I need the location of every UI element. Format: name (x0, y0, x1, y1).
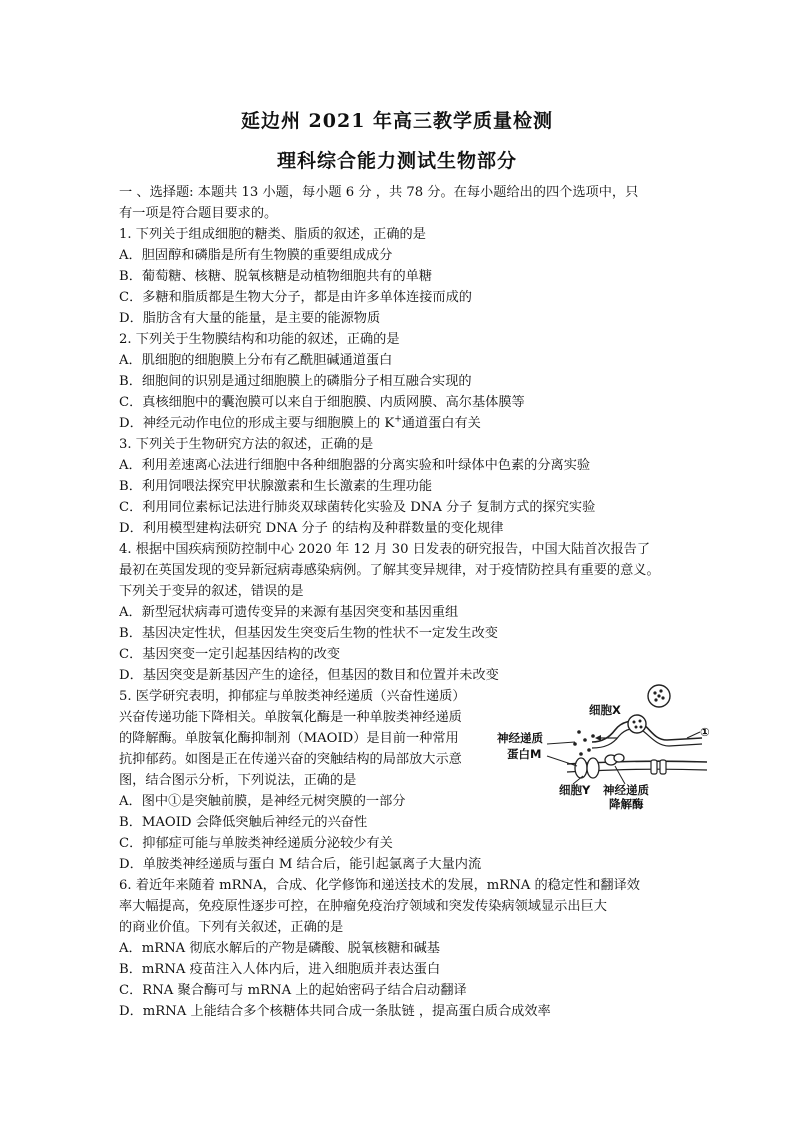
question-2-option-d (119, 413, 685, 434)
question-1-option-d: D．脂肪含有大量的能量，是主要的能源物质 (119, 311, 381, 326)
question-3-option-c: C．利用同位素标记法进行肺炎双球菌转化实验及 DNA 分子 复制方式的探究实验 (119, 500, 596, 515)
question-5-stem-line: 图，结合图示分析，下列说法，正确的是 (119, 773, 357, 788)
question-5-stem-line: 的降解酶。单胺氧化酶抑制剂（MAOID）是目前一种常用 (119, 731, 459, 746)
question-6-option-b: B．mRNA 疫苗注入人体内后，进入细胞质并表达蛋白 (119, 962, 441, 977)
question-4-option-b: B．基因决定性状，但基因发生突变后生物的性状不一定发生改变 (119, 626, 498, 641)
label-neurotransmitter: 神经递质 (497, 731, 543, 745)
question-6-stem-line: 6. 着近年来随着 mRNA，合成、化学修饰和递送技术的发展，mRNA 的稳定性和翻译效 (119, 878, 640, 893)
question-5-option-b: B．MAOID 会降低突触后神经元的兴奋性 (119, 815, 368, 830)
question-1-option-b: B．葡萄糖、核糖、脱氧核糖是动植物细胞共有的单糖 (119, 269, 433, 284)
question-4-stem-line: 4. 根据中国疾病预防控制中心 2020 年 12 月 30 日发表的研究报告，中国大陆首次报告了 (119, 542, 651, 557)
question-3-option-d: D．利用模型建构法研究 DNA 分子 的结构及种群数量的变化规律 (119, 521, 504, 536)
question-3-option-b: B．利用饲喂法探究甲状腺激素和生长激素的生理功能 (119, 479, 433, 494)
section-intro-line: 有一项是符合题目要求的。 (119, 206, 278, 221)
question-5-option-c: C．抑郁症可能与单胺类神经递质分泌较少有关 (119, 836, 393, 851)
question-6-option-c: C．RNA 聚合酶可与 mRNA 上的起始密码子结合启动翻译 (119, 983, 467, 998)
question-5-stem-line: 5. 医学研究表明，抑郁症与单胺类神经递质（兴奋性递质） (119, 689, 466, 704)
question-1-stem: 1. 下列关于组成细胞的糖类、脂质的叙述，正确的是 (119, 227, 426, 242)
label-marker-1: ① (700, 725, 710, 739)
synapse-diagram (497, 680, 721, 810)
question-5-option-a: A．图中①是突触前膜，是神经元树突膜的一部分 (119, 794, 406, 809)
label-enzyme-line2: 降解酶 (609, 797, 644, 810)
question-6-option-d: D．mRNA 上能结合多个核糖体共同合成一条肽链 ，提高蛋白质合成效率 (119, 1004, 551, 1019)
option-d-text: D．神经元动作电位的形成主要与细胞膜上的 K (119, 416, 395, 431)
question-6-option-a: A．mRNA 彻底水解后的产物是磷酸、脱氧核糖和碱基 (119, 941, 440, 956)
presynaptic-membrane (592, 721, 702, 742)
exam-body (119, 182, 685, 1022)
question-4-stem-line: 下列关于变异的叙述，错误的是 (119, 584, 304, 599)
question-6-stem-line: 率大幅提高，免疫原性逐步可控，在肿瘤免疫治疗领域和突发传染病领域显示出巨大 (119, 899, 607, 914)
label-enzyme-line1: 神经递质 (603, 783, 649, 797)
label-cell-y: 细胞Y (559, 783, 591, 797)
question-4-option-d: D．基因突变是新基因产生的途径，但基因的数目和位置并未改变 (119, 668, 499, 683)
page-subtitle: 理科综合能力测试生物部分 (276, 150, 517, 172)
question-4-stem-line: 最初在英国发现的变异新冠病毒感染病例。了解其变异规律，对于疫情防控具有重要的意义。 (119, 563, 660, 578)
question-1-option-c: C．多糖和脂质都是生物大分子，都是由许多单体连接而成的 (119, 290, 472, 305)
section-intro-line: 一 、选择题: 本题共 13 小题，每小题 6 分 ，共 78 分。在每小题给出的四个选项中，只 (119, 185, 639, 200)
question-2-stem: 2. 下列关于生物膜结构和功能的叙述，正确的是 (119, 332, 400, 347)
label-protein-m: 蛋白M (507, 747, 542, 761)
question-5-stem-line: 抗抑郁药。如图是正在传递兴奋的突触结构的局部放大示意 (119, 752, 462, 767)
protein-m-receptor (575, 758, 587, 778)
superscript-plus: + (394, 414, 402, 425)
page-title: 延边州 2021 年高三教学质量检测 (240, 110, 554, 132)
question-4-option-a: A．新型冠状病毒可遗传变异的来源有基因突变和基因重组 (119, 605, 459, 620)
option-d-text-end: 通道蛋白有关 (401, 416, 481, 431)
question-2-option-a: A．肌细胞的细胞膜上分布有乙酰胆碱通道蛋白 (119, 353, 393, 368)
question-3-stem: 3. 下列关于生物研究方法的叙述，正确的是 (119, 437, 374, 452)
question-5-option-d: D．单胺类神经递质与蛋白 M 结合后，能引起氯离子大量内流 (119, 857, 482, 872)
question-4-option-c: C．基因突变一定引起基因结构的改变 (119, 647, 341, 662)
vesicle-fusing (628, 715, 646, 733)
question-6-stem-line: 的商业价值。下列有关叙述，正确的是 (119, 920, 344, 935)
question-2-option-c: C．真核细胞中的囊泡膜可以来自于细胞膜、内质网膜、高尔基体膜等 (119, 395, 525, 410)
label-cell-x: 细胞X (589, 703, 621, 717)
question-2-option-b: B．细胞间的识别是通过细胞膜上的磷脂分子相互融合实现的 (119, 374, 472, 389)
question-1-option-a: A．胆固醇和磷脂是所有生物膜的重要组成成分 (119, 248, 393, 263)
question-3-option-a: A．利用差速离心法进行细胞中各种细胞器的分离实验和叶绿体中色素的分离实验 (119, 458, 591, 473)
membrane-channel (651, 760, 657, 774)
question-5-stem-line: 兴奋传递功能下降相关。单胺氧化酶是一种单胺类神经递质 (119, 710, 462, 725)
